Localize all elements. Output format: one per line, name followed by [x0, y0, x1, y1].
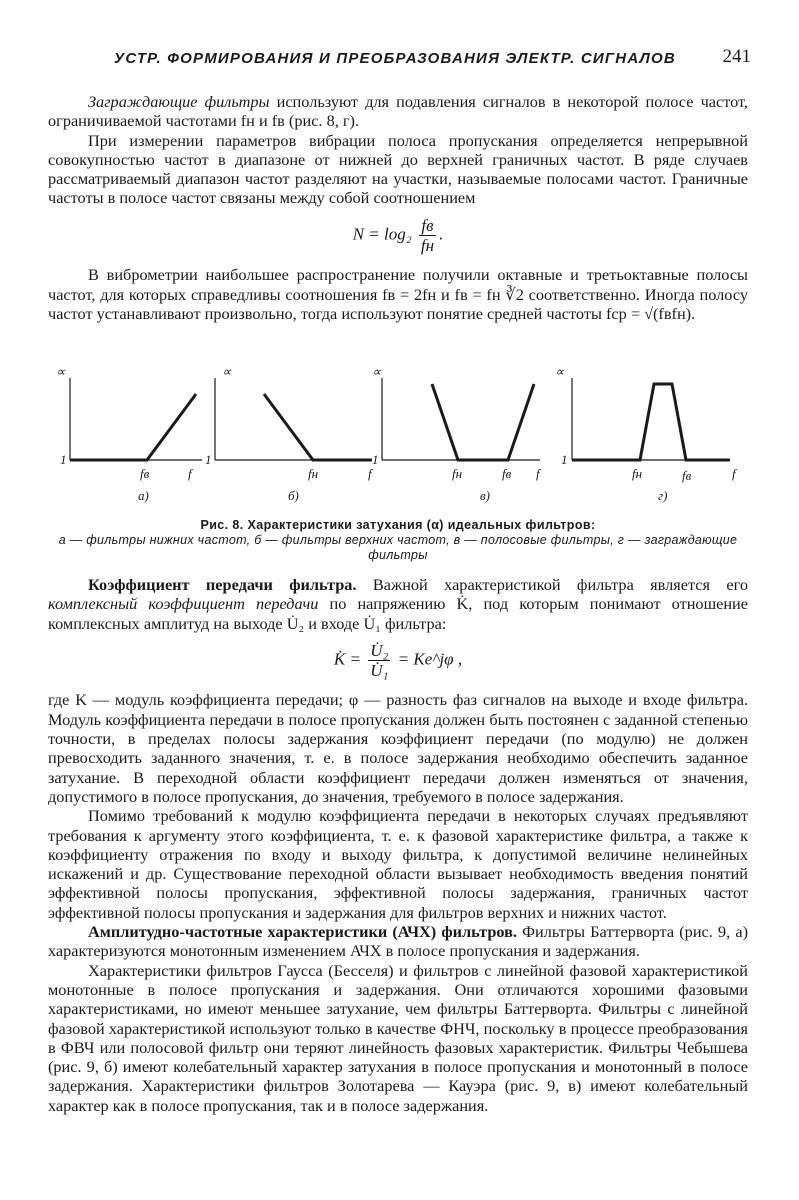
figure-8 [50, 362, 750, 512]
page-number: 241 [722, 46, 751, 67]
paragraph-text: Важной характеристикой фильтра является его [356, 575, 749, 594]
panel-d-axes [572, 378, 730, 460]
f-axis-label: f [536, 466, 540, 481]
one-label: 1 [205, 452, 212, 467]
formula-lhs: N = log₂ [352, 224, 412, 244]
caption-description: а — фильтры нижних частот, б — фильтры верхних частот, в — полосовые фильтры, г — заграждающие фильтры [58, 533, 738, 562]
fraction [419, 216, 436, 256]
alpha-label: ∝ [222, 364, 232, 379]
fraction-numerator: fв [419, 216, 436, 236]
formula-rhs: = Ke^jφ , [397, 649, 463, 669]
panel-d-curve [572, 384, 730, 460]
section-heading: Амплитудно-частотные характеристики (АЧХ) фильтров. [88, 922, 517, 942]
panel-b-axes [215, 378, 372, 460]
section-heading: Коэффициент передачи фильтра. [88, 575, 357, 594]
one-label: 1 [372, 452, 379, 467]
tick-label: fв [502, 466, 512, 481]
f-axis-label: f [188, 466, 192, 481]
caption-title: Рис. 8. Характеристики затухания (α) идеальных фильтров: [200, 518, 596, 532]
tick-label: fн [452, 466, 463, 481]
panel-a-curve [70, 394, 196, 460]
paragraph: В виброметрии наибольшее распространение получили октавные и третьоктавные полосы частот, для которых справедливы соотношения fв = 2fн и fв = fн ∛2 соответственно. Иногда полосу частот устанавливают произвольно, тогда используют понятие средней частоты fср = √(fвfн). [48, 265, 748, 323]
panel-a-axes [70, 378, 202, 460]
paragraph [48, 922, 748, 961]
tick-label: fв [140, 466, 150, 481]
panel-letter: а) [138, 488, 149, 503]
one-label: 1 [561, 452, 568, 467]
running-title: УСТР. ФОРМИРОВАНИЯ И ПРЕОБРАЗОВАНИЯ ЭЛЕКТР. СИГНАЛОВ [114, 50, 676, 67]
figure-8-graphics [50, 362, 750, 512]
paragraph [48, 92, 748, 131]
text-block-top [48, 92, 748, 323]
paragraph: При измерении параметров вибрации полоса пропускания определяется непрерывной совокупностью частот в диапазоне от нижней до верхней граничных частот. В ряде случаев рассматриваемый диапазон частот разделяют на участки, называемые полосами частот. Граничные частоты в полосе частот связаны между собой соотношением [48, 130, 748, 208]
paragraph: Помимо требований к модулю коэффициента передачи в некоторых случаях предъявляют требования к аргументу этого коэффициента, т. е. к фазовой характеристике фильтра, а также к коэффициенту отражения по входу и выходу фильтра, к допустимой величине нелинейных искажений и др. Существование переходной области вызывает необходимость введения понятий эффективной полосы пропускания, эффективной полосы задержания, граничных частот эффективной полосы пропускания и задержания для фильтров верхних и нижних частот. [48, 806, 748, 922]
paragraph [48, 575, 748, 633]
f-axis-label: f [732, 466, 736, 481]
paragraph-text: используют для подавления сигналов в некоторой полосе частот, ограничиваемой частотами fн и fв (рис. 8, г). [48, 92, 748, 131]
fraction-denominator: U̇₁ [370, 661, 389, 681]
panel-b-curve [264, 394, 372, 460]
panel-letter: в) [480, 488, 490, 503]
formula-octave [48, 216, 748, 256]
alpha-label: ∝ [56, 364, 66, 379]
paragraph: где K — модуль коэффициента передачи; φ — разность фаз сигналов на выходе и входе фильтра. Модуль коэффициента передачи в полосе пропускания должен быть постоянен с заданной степенью точности, в пределах полосы задержания коэффициент передачи (по модулю) не должен превосходить заданного значения, т. е. в полосе задержания необходимо обеспечить заданное затухание. В переходной области коэффициент передачи должен изменяться от значения, допустимого в полосе пропускания, до значения, требуемого в полосе задержания. [48, 690, 748, 806]
figure-caption [48, 518, 748, 563]
panel-letter: г) [658, 488, 668, 503]
tick-label: fн [632, 466, 643, 481]
text-block-bottom [48, 575, 748, 1115]
f-axis-label: f [368, 466, 372, 481]
paragraph-text: по напряжению K̇, под которым понимают отношение комплексных амплитуд на выходе U̇₂ и входе U̇₁ фильтра: [48, 594, 748, 633]
term: комплексный коэффициент передачи [48, 594, 319, 614]
running-header [88, 44, 751, 74]
fraction-numerator: U̇₂ [370, 640, 389, 660]
fraction-denominator: fн [420, 236, 435, 256]
term: Заграждающие фильтры [88, 92, 270, 111]
formula-transfer [48, 641, 748, 681]
fraction [368, 641, 390, 681]
tick-label: fв [682, 468, 692, 483]
formula-end: . [439, 224, 444, 244]
panel-c-curve [432, 384, 534, 460]
paragraph-text: Фильтры Баттерворта (рис. 9, а) характеризуются монотонным изменением АЧХ в полосе пропускания и задержания. [48, 922, 748, 961]
panel-letter: б) [288, 488, 299, 503]
tick-label: fн [308, 466, 319, 481]
one-label: 1 [60, 452, 67, 467]
formula-lhs: K̇ = [333, 649, 361, 669]
paragraph: Характеристики фильтров Гаусса (Бесселя) и фильтров с линейной фазовой характеристикой монотонные в полосе пропускания и задержания. Они отличаются хорошими фазовыми характеристиками, но имеют меньшее затухание, чем фильтры Баттерворта. Фильтры с линейной фазовой характеристикой используют только в качестве ФНЧ, поскольку в процессе преобразования в ФВЧ или полосовой фильтр они теряют линейность фазовых характеристик. Фильтры Чебышева (рис. 9, б) имеют колебательный характер затухания в полосе пропускания и монотонный в полосе задержания. Характеристики фильтров Золотарева — Кауэра (рис. 9, в) имеют колебательный характер как в полосе пропускания, так и в полосе задержания. [48, 960, 748, 1115]
panel-c-axes [382, 378, 540, 460]
alpha-label: ∝ [555, 364, 565, 379]
alpha-label: ∝ [372, 364, 382, 379]
